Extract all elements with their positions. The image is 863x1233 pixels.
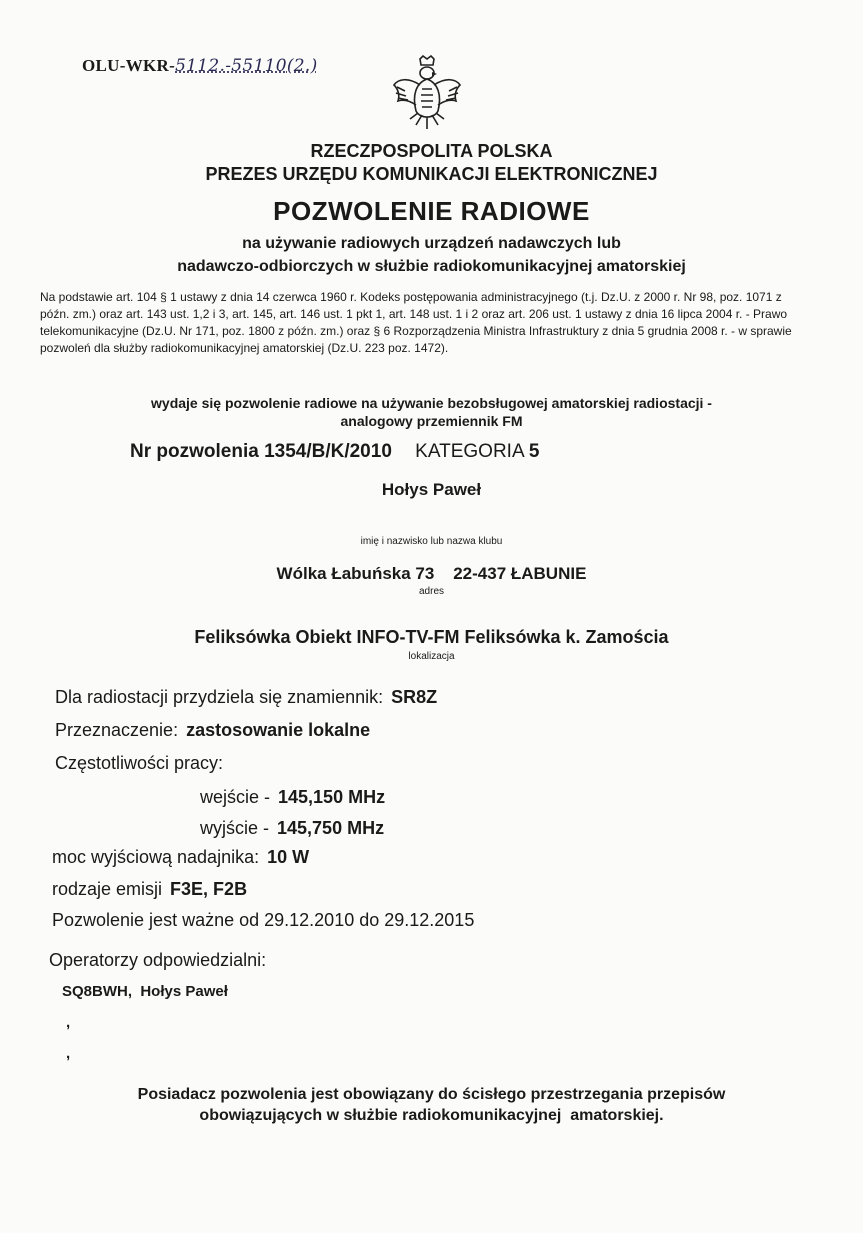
- emission-row: [52, 879, 247, 900]
- subtitle-line2: nadawczo-odbiorczych w służbie radiokomunikacyjnej amatorskiej: [177, 258, 686, 275]
- category-value: 5: [528, 441, 540, 462]
- station-location-caption: lokalizacja: [408, 651, 455, 662]
- purpose-row: [55, 720, 370, 741]
- station-location: Feliksówka Obiekt INFO-TV-FM Feliksówka k. Zamościa: [194, 627, 669, 647]
- frequencies-row: [55, 753, 223, 774]
- permit-number: Nr pozwolenia 1354/B/K/2010: [130, 441, 392, 462]
- polish-eagle-emblem-icon: [392, 55, 462, 131]
- category-label: KATEGORIA: [415, 441, 524, 462]
- footer-line1: Posiadacz pozwolenia jest obowiązany do ścisłego przestrzegania przepisów: [137, 1086, 726, 1103]
- reference-suffix: (2.): [286, 56, 318, 76]
- input-label: wejście -: [200, 787, 271, 807]
- validity-row: Pozwolenie jest ważne od 29.12.2010 do 29.12.2015: [52, 910, 475, 930]
- issuance-line1: wydaje się pozwolenie radiowe na używanie bezobsługowej amatorskiej radiostacji -: [151, 395, 712, 411]
- subtitle-line1: na używanie radiowych urządzeń nadawczych lub: [242, 235, 621, 252]
- emission-label: rodzaje emisji: [52, 879, 163, 899]
- frequencies-label: Częstotliwości pracy:: [55, 753, 224, 773]
- callsign-label: Dla radiostacji przydziela się znamiennik:: [55, 687, 384, 707]
- power-row: [52, 847, 309, 868]
- issuance-line2: analogowy przemiennik FM: [340, 413, 523, 429]
- operator-entry: SQ8BWH, Hołys Paweł: [62, 983, 228, 1000]
- callsign-value: SR8Z: [391, 687, 438, 707]
- legal-basis: Na podstawie art. 104 § 1 ustawy z dnia 14 czerwca 1960 r. Kodeks postępowania administracyjnego (t.j. Dz.U. z 2000 r. Nr 98, poz. 1071 z późn. zm.) oraz art. 143 ust. 1,2 i 3, art. 145, art. 146 ust. 1 pkt 1, art. 148 ust. 1 i 2 oraz art. 206 ust. 1 ustawy z dnia 16 lipca 2004 r. - Prawo telekomunikacyjne (Dz.U. Nr 171, poz. 1800 z późn. zm.) oraz § 6 Rozporządzenia Ministra Infrastruktury z dnia 5 grudnia 2008 r. - w sprawie pozwoleń dla służby radiokomunikacyjnej amatorskiej (Dz.U. 223 poz. 1472).: [40, 290, 792, 355]
- output-label: wyjście -: [200, 818, 270, 838]
- reference-number: [82, 56, 318, 76]
- holder-name-caption: imię i nazwisko lub nazwa klubu: [360, 536, 503, 547]
- power-label: moc wyjściową nadajnika:: [52, 847, 260, 867]
- input-value: 145,150 MHz: [278, 787, 386, 807]
- operators-label: Operatorzy odpowiedzialni:: [49, 950, 267, 970]
- callsign-row: [55, 687, 437, 708]
- state-name: RZECZPOSPOLITA POLSKA: [310, 141, 553, 161]
- purpose-value: zastosowanie lokalne: [186, 720, 371, 740]
- reference-prefix: OLU-WKR-: [82, 56, 176, 75]
- holder-address: Wólka Łabuńska 73 22-437 ŁABUNIE: [276, 564, 587, 583]
- permit-number-line: [130, 441, 539, 463]
- holder-address-caption: adres: [418, 586, 444, 597]
- document-title: POZWOLENIE RADIOWE: [273, 196, 590, 226]
- reference-handwritten: 5112.-55110: [175, 56, 287, 76]
- operator-entry: ,: [66, 1014, 71, 1031]
- output-value: 145,750 MHz: [277, 818, 385, 838]
- holder-name: Hołys Paweł: [381, 480, 482, 499]
- purpose-label: Przeznaczenie:: [55, 720, 179, 740]
- power-value: 10 W: [267, 847, 310, 867]
- input-frequency-row: [200, 787, 385, 808]
- output-frequency-row: [200, 818, 384, 839]
- footer-line2: obowiązujących w służbie radiokomunikacyjnej amatorskiej.: [199, 1107, 664, 1124]
- operator-entry: ,: [66, 1045, 71, 1062]
- emission-value: F3E, F2B: [170, 879, 248, 899]
- issuing-office: PREZES URZĘDU KOMUNIKACJI ELEKTRONICZNEJ: [205, 164, 658, 184]
